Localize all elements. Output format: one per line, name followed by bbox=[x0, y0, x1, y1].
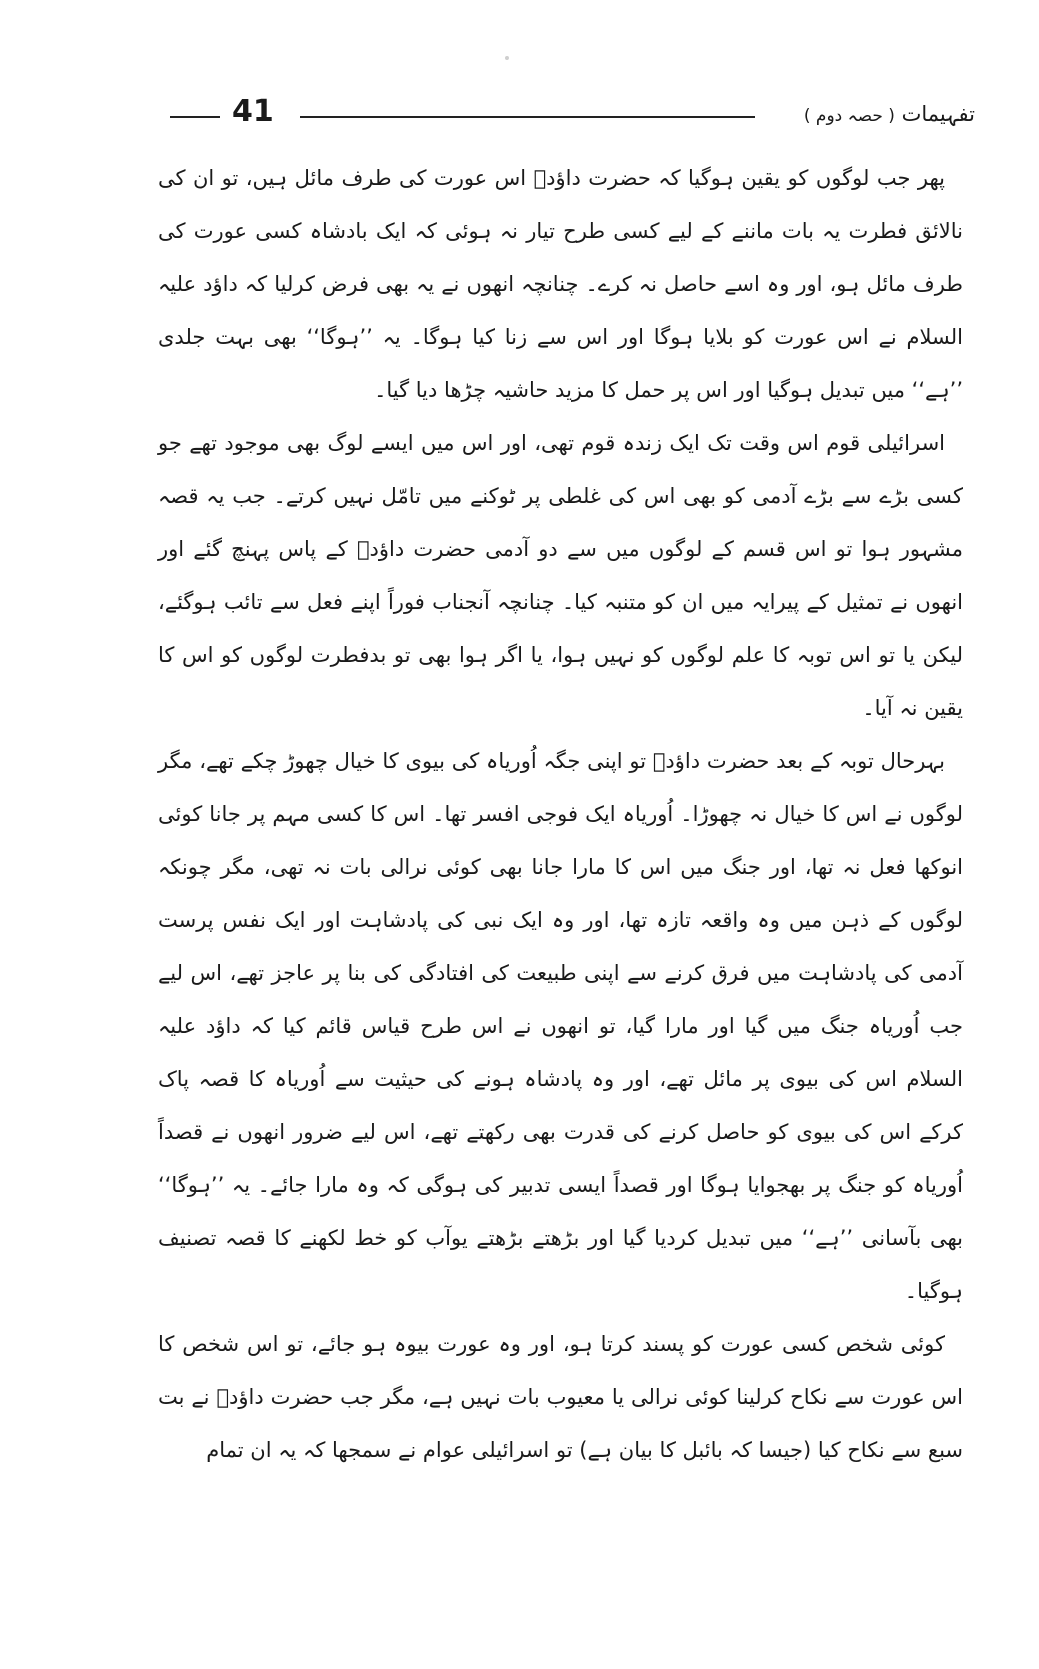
paragraph-4: کوئی شخص کسی عورت کو پسند کرتا ہو، اور وہ عورت بیوہ ہو جائے، تو اس شخص کا اس عورت سے نکاح کرلینا کوئی نرالی یا معیوب بات نہیں ہے، مگر جب حضرت داؤدؑ نے بت سبع سے نکاح کیا (جیسا کہ بائبل کا بیان ہے) تو اسرائیلی عوام نے سمجھا کہ یہ ان تمام bbox=[158, 1332, 963, 1462]
header-rule-left bbox=[170, 116, 220, 118]
scan-speck bbox=[505, 56, 509, 60]
running-title bbox=[804, 96, 975, 134]
paragraph-1: پھر جب لوگوں کو یقین ہوگیا کہ حضرت داؤدؑ اس عورت کی طرف مائل ہیں، تو ان کی نالائق فطرت یہ بات ماننے کے لیے کسی طرح تیار نہ ہوئی کہ ایک بادشاہ کسی عورت کی طرف مائل ہو، اور وہ اسے حاصل نہ کرے۔ چنانچہ انھوں نے یہ بھی فرض کرلیا کہ داؤد علیہ السلام نے اس عورت کو بلایا ہوگا اور اس سے زنا کیا ہوگا۔ یہ ’’ہوگا‘‘ بھی بہت جلدی ’’ہے‘‘ میں تبدیل ہوگیا اور اس پر حمل کا مزید حاشیہ چڑھا دیا گیا۔ bbox=[158, 166, 963, 402]
header-rule-middle bbox=[300, 116, 755, 118]
paragraph-2: اسرائیلی قوم اس وقت تک ایک زندہ قوم تھی، اور اس میں ایسے لوگ بھی موجود تھے جو کسی بڑے سے بڑے آدمی کو بھی اس کی غلطی پر ٹوکنے میں تامّل نہیں کرتے۔ جب یہ قصہ مشہور ہوا تو اس قسم کے لوگوں میں سے دو آدمی حضرت داؤدؑ کے پاس پہنچ گئے اور انھوں نے تمثیل کے پیرایہ میں ان کو متنبہ کیا۔ چنانچہ آنجناب فوراً اپنے فعل سے تائب ہوگئے، لیکن یا تو اس توبہ کا علم لوگوں کو نہیں ہوا، یا اگر ہوا بھی تو بدفطرت لوگوں کو اس کا یقین نہ آیا۔ bbox=[158, 431, 963, 720]
page-header bbox=[170, 92, 975, 142]
body-text bbox=[158, 152, 963, 1477]
page-number: 41 bbox=[232, 94, 274, 129]
book-title: تفہیمات bbox=[901, 102, 975, 126]
paragraph-3: بہرحال توبہ کے بعد حضرت داؤدؑ تو اپنی جگہ اُوریاہ کی بیوی کا خیال چھوڑ چکے تھے، مگر لوگوں نے اس کا خیال نہ چھوڑا۔ اُوریاہ ایک فوجی افسر تھا۔ اس کا کسی مہم پر جانا کوئی انوکھا فعل نہ تھا، اور جنگ میں اس کا مارا جانا بھی کوئی نرالی بات نہ تھی، مگر چونکہ لوگوں کے ذہن میں وہ واقعہ تازہ تھا، اور وہ ایک نبی کی پادشاہت اور ایک نفس پرست آدمی کی پادشاہت میں فرق کرنے سے اپنی طبیعت کی افتادگی کی بنا پر عاجز تھے، اس لیے جب اُوریاہ جنگ میں گیا اور مارا گیا، تو انھوں نے اس طرح قیاس قائم کیا کہ داؤد علیہ السلام اس کی بیوی پر مائل تھے، اور وہ پادشاہ ہونے کی حیثیت سے اُوریاہ کا قصہ پاک کرکے اس کی بیوی کو حاصل کرنے کی قدرت بھی رکھتے تھے، اس لیے ضرور انھوں نے قصداً اُوریاہ کو جنگ پر بھجوایا ہوگا اور قصداً ایسی تدبیر کی ہوگی کہ وہ مارا جائے۔ یہ ’’ہوگا‘‘ بھی بآسانی ’’ہے‘‘ میں تبدیل کردیا گیا اور بڑھتے بڑھتے یوآب کو خط لکھنے کا قصہ تصنیف ہوگیا۔ bbox=[158, 749, 963, 1303]
book-part: ( حصہ دوم ) bbox=[803, 106, 895, 126]
